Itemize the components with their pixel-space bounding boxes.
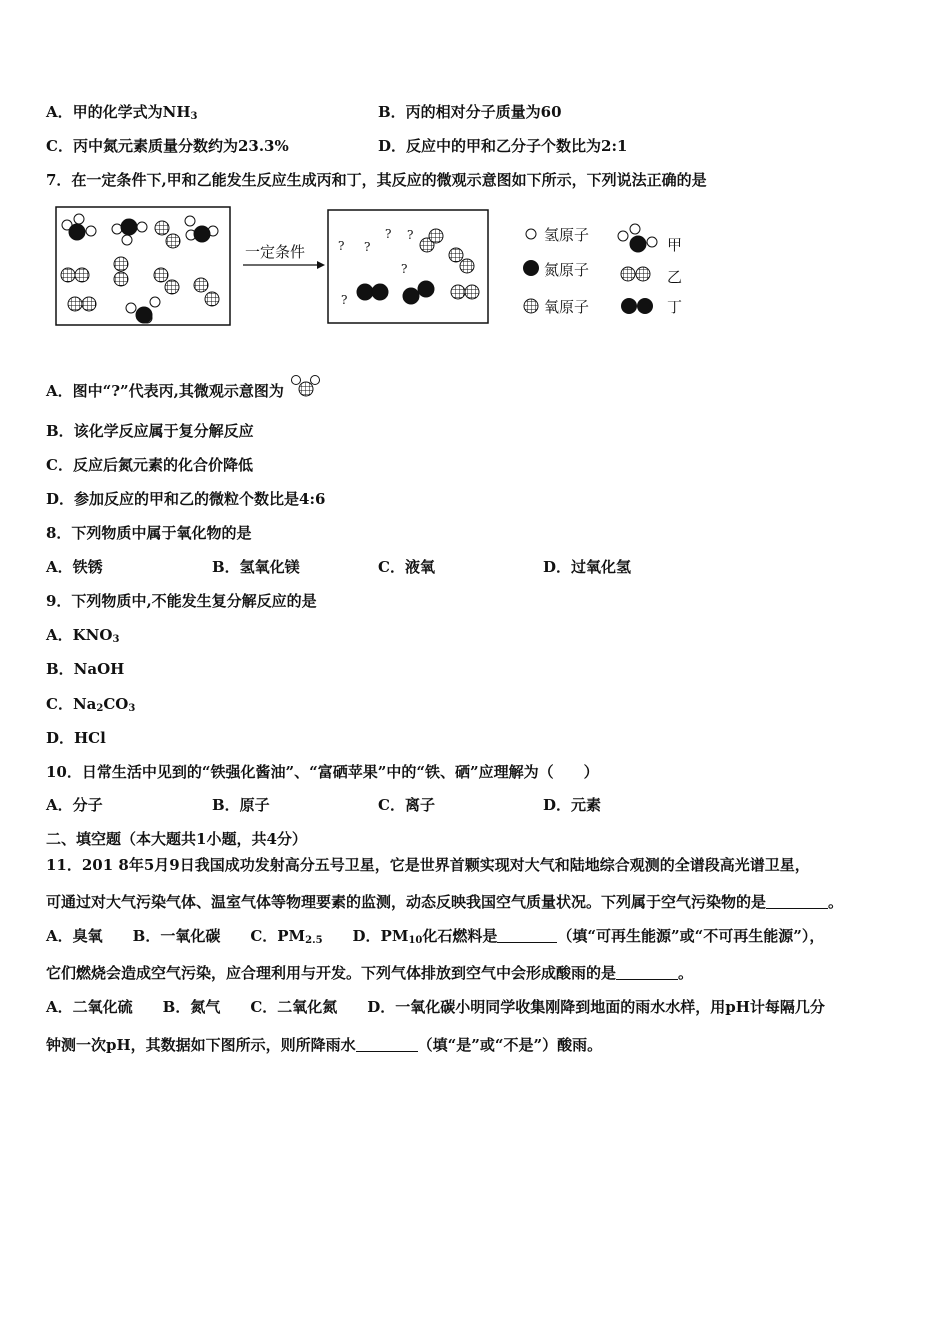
q6-option-b: B．丙的相对分子质量为60 bbox=[378, 103, 562, 121]
legend-jia-icon bbox=[618, 224, 657, 252]
q11-line6 bbox=[46, 1035, 602, 1055]
arrow-head bbox=[317, 261, 325, 269]
section2-title: 二、填空题（本大题共1小题，共4分） bbox=[46, 830, 307, 848]
q11-pm25-subscript: 2.5 bbox=[305, 935, 323, 946]
q7-reaction-diagram bbox=[55, 205, 705, 330]
q11-line4 bbox=[46, 963, 693, 983]
svg-text:?: ? bbox=[364, 240, 371, 254]
water-molecule-3 bbox=[451, 285, 479, 299]
q10-stem: 10．日常生活中见到的“铁强化酱油”、“富硒苹果”中的“铁、硒”应理解为（ ） bbox=[46, 763, 599, 781]
q11-line4-text: 它们燃烧会造成空气污染，应合理利用与开发。下列气体排放到空气中会形成酸雨的是 bbox=[46, 964, 617, 982]
svg-text:?: ? bbox=[401, 262, 408, 276]
urea-molecule-icon bbox=[289, 374, 323, 400]
oxygen-molecule-3 bbox=[114, 257, 128, 286]
q11-line2-text: 可通过对大气污染气体、温室气体等物理要素的监测，动态反映我国空气质量状况。下列属于空气污染物的是 bbox=[46, 893, 767, 911]
q11-blank-pollutant bbox=[766, 894, 828, 909]
oxygen-molecule-2 bbox=[61, 268, 89, 282]
q6-option-a bbox=[46, 102, 198, 127]
legend-yi: 乙 bbox=[667, 268, 683, 286]
svg-text:?: ? bbox=[341, 293, 348, 307]
q11-line3-text-d: （填“可再生能源”或“不可再生能源”）， bbox=[557, 927, 825, 945]
legend-ding-icon bbox=[621, 298, 653, 314]
q6-option-d: D．反应中的甲和乙分子个数比为2:1 bbox=[378, 137, 628, 155]
q7-option-a bbox=[46, 374, 323, 401]
q8-option-a: A．铁锈 bbox=[46, 558, 103, 576]
legend-ding: 丁 bbox=[667, 298, 683, 316]
q11-line6-end: （填“是”或“不是”）酸雨。 bbox=[417, 1036, 603, 1054]
legend-yi-icon bbox=[621, 267, 650, 281]
legend-oxygen: 氧原子 bbox=[544, 298, 590, 316]
q6-option-a-text: A．甲的化学式为NH bbox=[46, 103, 191, 121]
product-molecules bbox=[357, 229, 479, 304]
reactant-molecules bbox=[61, 214, 219, 323]
q6-option-a-subscript: 3 bbox=[190, 111, 198, 122]
legend-hydrogen: 氢原子 bbox=[544, 226, 590, 244]
oxygen-molecule-4 bbox=[154, 268, 179, 294]
q11-blank-is-acid-rain bbox=[356, 1037, 418, 1052]
legend-nitrogen: 氮原子 bbox=[544, 261, 590, 279]
q9-option-a bbox=[46, 625, 119, 650]
q9-option-c-text-2: CO bbox=[103, 695, 129, 713]
q11-line3-text-c: 化石燃料是 bbox=[422, 927, 498, 945]
q11-line3 bbox=[46, 926, 824, 951]
q10-option-b: B．原子 bbox=[212, 796, 270, 814]
oxygen-molecule-1 bbox=[155, 221, 180, 248]
q7-legend bbox=[523, 224, 682, 316]
q7-option-b: B．该化学反应属于复分解反应 bbox=[46, 422, 254, 440]
q8-stem: 8．下列物质中属于氧化物的是 bbox=[46, 524, 252, 542]
q7-option-c: C．反应后氮元素的化合价降低 bbox=[46, 456, 253, 474]
q11-blank-acid-rain-gas bbox=[616, 965, 678, 980]
q6-option-c: C．丙中氮元素质量分数约为23.3% bbox=[46, 137, 289, 155]
nitrogen-molecule-1 bbox=[357, 284, 388, 300]
ammonia-molecule-1 bbox=[62, 214, 96, 240]
q9-option-c bbox=[46, 694, 135, 719]
water-molecule-1 bbox=[420, 229, 443, 252]
q10-option-a: A．分子 bbox=[46, 796, 103, 814]
legend-jia: 甲 bbox=[667, 236, 683, 254]
q11-line5: A．二氧化硫 B．氮气 C．二氧化氮 D．一氧化碳小明同学收集刚降到地面的雨水水样，用pH计每隔几分 bbox=[46, 998, 825, 1016]
q11-line4-end: 。 bbox=[678, 964, 694, 982]
water-molecule-2 bbox=[449, 248, 474, 273]
q7-stem: 7．在一定条件下,甲和乙能发生反应生成丙和丁，其反应的微观示意图如下所示，下列说法正确的是 bbox=[46, 171, 707, 189]
nitrogen-molecule-2 bbox=[403, 281, 434, 304]
q9-option-d: D．HCl bbox=[46, 729, 106, 747]
ammonia-molecule-4 bbox=[126, 297, 160, 323]
q9-stem: 9．下列物质中,不能发生复分解反应的是 bbox=[46, 592, 317, 610]
q8-option-d: D．过氧化氢 bbox=[543, 558, 632, 576]
q9-option-a-text: A．KNO bbox=[46, 626, 113, 644]
svg-text:?: ? bbox=[338, 239, 345, 253]
q10-option-c: C．离子 bbox=[378, 796, 435, 814]
q9-option-c-text-1: C．Na bbox=[46, 695, 97, 713]
ammonia-molecule-2 bbox=[112, 219, 147, 245]
q11-line6-text: 钟测一次pH，其数据如下图所示，则所降雨水 bbox=[46, 1036, 356, 1054]
q11-line2 bbox=[46, 892, 843, 912]
oxygen-molecule-6 bbox=[68, 297, 96, 311]
q11-blank-energy bbox=[497, 928, 557, 943]
q11-pm10-subscript: 10 bbox=[408, 935, 423, 946]
q9-option-c-subscript-1: 2 bbox=[96, 703, 104, 714]
arrow-label: 一定条件 bbox=[245, 243, 306, 261]
q9-option-c-subscript-2: 3 bbox=[128, 703, 136, 714]
q9-option-b: B．NaOH bbox=[46, 660, 125, 678]
q11-line3-text-b: D．PM bbox=[322, 927, 409, 945]
svg-text:?: ? bbox=[385, 227, 392, 241]
q7-option-a-text: A．图中“?”代表丙,其微观示意图为 bbox=[46, 382, 284, 400]
q10-option-d: D．元素 bbox=[543, 796, 602, 814]
svg-text:?: ? bbox=[407, 228, 414, 242]
q9-option-a-subscript: 3 bbox=[112, 634, 120, 645]
q7-option-d: D．参加反应的甲和乙的微粒个数比是4:6 bbox=[46, 490, 326, 508]
ammonia-molecule-3 bbox=[185, 216, 218, 242]
q8-option-b: B．氢氧化镁 bbox=[212, 558, 300, 576]
q11-line1: 11．201 8年5月9日我国成功发射高分五号卫星，它是世界首颗实现对大气和陆地综合观测的全谱段高光谱卫星， bbox=[46, 856, 810, 874]
oxygen-molecule-5 bbox=[194, 278, 219, 306]
q11-line2-end: 。 bbox=[828, 893, 844, 911]
q8-option-c: C．液氧 bbox=[378, 558, 435, 576]
q11-line3-text-a: A．臭氧 B．一氧化碳 C．PM bbox=[46, 927, 306, 945]
